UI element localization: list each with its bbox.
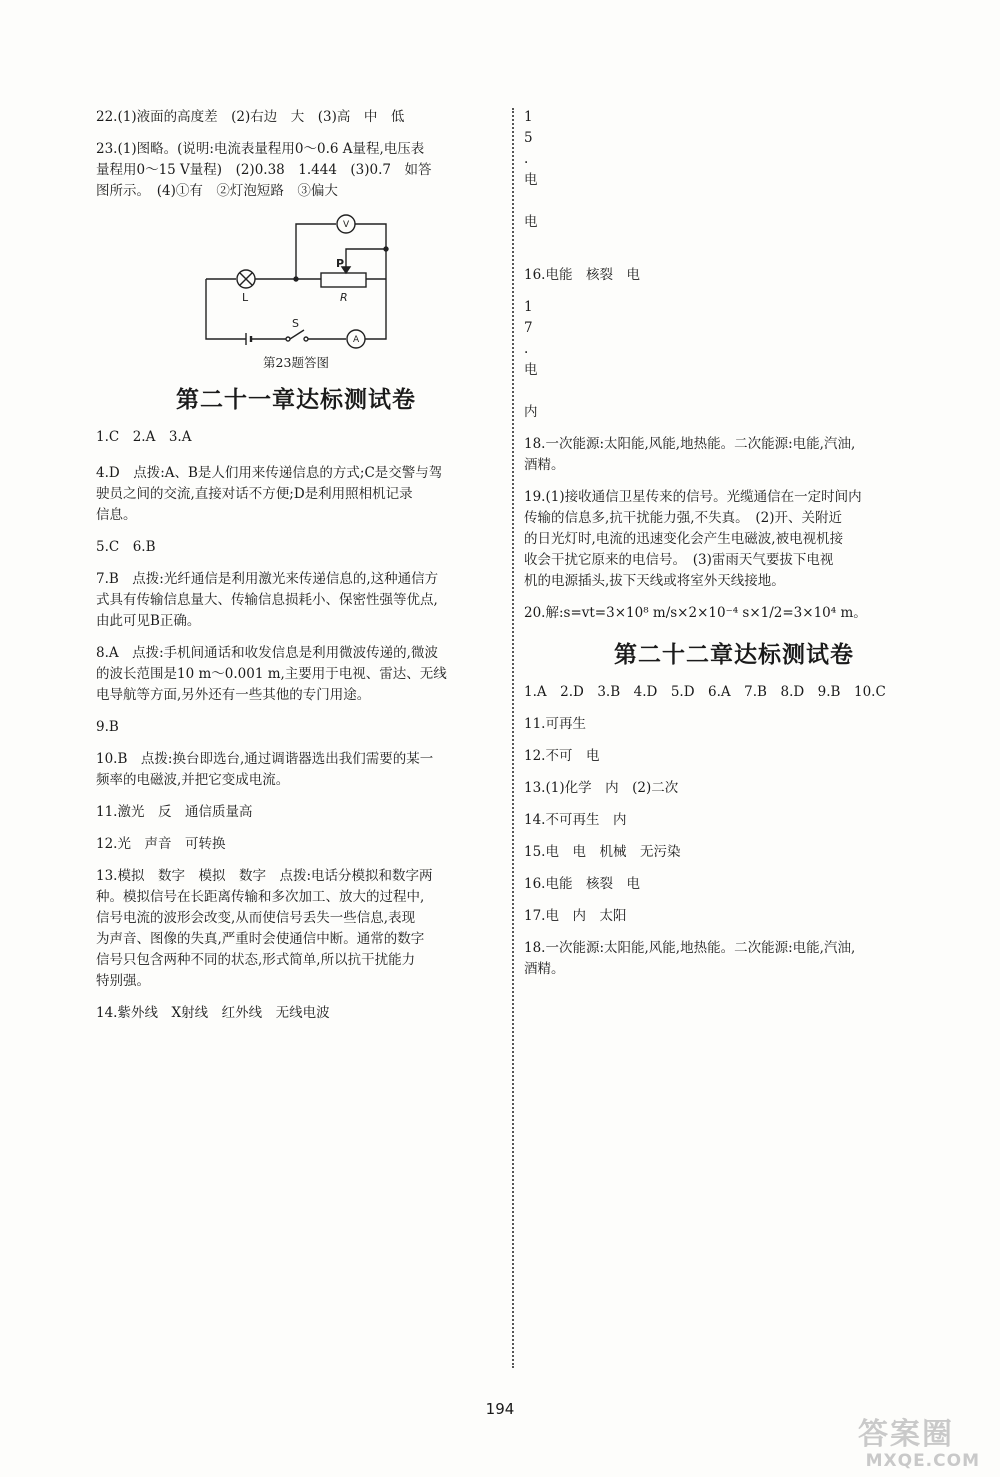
answer-13-line: 13.模拟 数字 模拟 数字 点拨:电话分模拟和数字两: [96, 868, 433, 884]
answer-17-line: 内: [524, 404, 538, 420]
answer-22: 22.(1)液面的高度差 (2)右边 大 (3)高 中 低: [96, 109, 405, 125]
answer-23-line: 23.(1)图略。(说明:电流表量程用0～0.6 A量程,电压表: [96, 141, 425, 157]
answer-17-line: 电: [524, 362, 538, 378]
answer-18-line: 18.一次能源:太阳能,风能,地热能。二次能源:电能,汽油,: [524, 436, 856, 452]
chapter-21-title: 第二十一章达标测试卷: [176, 387, 416, 413]
answer-9: 9.B: [96, 719, 119, 735]
answer-14: 14.不可再生 内: [524, 812, 627, 828]
answer-15-line: [524, 234, 944, 253]
answer-8-line: 的波长范围是10 m～0.001 m,主要用于电视、雷达、无线: [96, 666, 447, 682]
left-column: [96, 108, 496, 1036]
answer-15: 15.电 电 机械 无污染: [524, 844, 681, 860]
answer-18-line: 18.一次能源:太阳能,风能,地热能。二次能源:电能,汽油,: [524, 940, 856, 956]
answer-13-line: 为声音、图像的失真,严重时会使通信中断。通常的数字: [96, 931, 425, 947]
answer-15-line: 电: [524, 172, 538, 188]
answer-13-line: 信号电流的波形会改变,从而使信号丢失一些信息,表现: [96, 910, 416, 926]
answer-13-line: 种。模拟信号在长距离传输和多次加工、放大的过程中,: [96, 889, 425, 905]
page-number: 194: [485, 1400, 515, 1418]
watermark-line1: 答案圈: [858, 1417, 954, 1452]
chapter-22-title: 第二十二章达标测试卷: [614, 642, 854, 668]
answer-17-line: .: [524, 341, 529, 357]
answer-19-line: 的日光灯时,电流的迅速变化会产生电磁波,被电视机接: [524, 531, 844, 547]
answer-1-10: 1.A 2.D 3.B 4.D 5.D 6.A 7.B 8.D 9.B 10.C: [524, 684, 886, 700]
answer-23: [96, 140, 496, 201]
answer-18-line: 酒精。: [524, 961, 565, 977]
answer-19-line: 传输的信息多,抗干扰能力强,不失真。 (2)开、关附近: [524, 510, 842, 526]
answer-18-line: 酒精。: [524, 457, 565, 473]
answer-8-line: 电导航等方面,另外还有一些其他的专门用途。: [96, 687, 371, 703]
answer-13-line: 信号只包含两种不同的状态,形式简单,所以抗干扰能力: [96, 952, 416, 968]
figure-caption: 第23题答图: [263, 355, 329, 370]
answer-20: 20.解:s=vt=3×10⁸ m/s×2×10⁻⁴ s×1/2=3×10⁴ m。: [524, 605, 867, 621]
answer-4-line: 4.D 点拨:A、B是人们用来传递信息的方式;C是交警与驾: [96, 465, 443, 481]
answer-7-line: 7.B 点拨:光纤通信是利用激光来传递信息的,这种通信方: [96, 571, 439, 587]
answer-17: 17.电 内 太阳: [524, 908, 627, 924]
answer-13-line: 特别强。: [96, 973, 150, 989]
answer-15-line: 1: [524, 109, 533, 125]
answer-14: 14.紫外线 X射线 红外线 无线电波: [96, 1005, 330, 1021]
rheostat-label: R: [340, 291, 348, 304]
lamp-label: L: [242, 291, 249, 304]
answer-7-line: 式具有传输信息量大、传输信息损耗小、保密性强等优点,: [96, 592, 438, 608]
switch-label: S: [292, 317, 299, 330]
answer-10-line: 频率的电磁波,并把它变成电流。: [96, 772, 290, 788]
answer-16: 16.电能 核裂 电: [524, 876, 640, 892]
ammeter-label: A: [353, 335, 360, 345]
answer-23-line: 量程用0～15 V量程) (2)0.38 1.444 (3)0.7 如答: [96, 162, 432, 178]
answer-7-line: 由此可见B正确。: [96, 613, 201, 629]
answer-19-line: 19.(1)接收通信卫星传来的信号。光缆通信在一定时间内: [524, 489, 862, 505]
answer-16: 16.电能 核裂 电: [524, 267, 640, 283]
answer-15-line: 5: [524, 130, 533, 146]
slider-label: P: [336, 257, 345, 270]
watermark-logo: [858, 1418, 988, 1474]
answer-15-line: 电: [524, 214, 538, 230]
answer-23-line: 图所示。 (4)①有 ②灯泡短路 ③偏大: [96, 183, 338, 199]
circuit-diagram: [186, 209, 406, 349]
answer-12: 12.不可 电: [524, 748, 600, 764]
answer-5-6: 5.C 6.B: [96, 539, 156, 555]
answer-17-line: 1: [524, 299, 533, 315]
answer-4-line: 驶员之间的交流,直接对话不方便;D是利用照相机记录: [96, 486, 413, 502]
answer-17-line: [524, 382, 944, 401]
answer-15-line: [524, 192, 944, 211]
answer-4-line: 信息。: [96, 507, 137, 523]
answer-10-line: 10.B 点拨:换台即选台,通过调谐器选出我们需要的某一: [96, 751, 434, 767]
answer-17-line: 7: [524, 320, 533, 336]
answer-19-line: 收会干扰它原来的电信号。 (3)雷雨天气要拔下电视: [524, 552, 834, 568]
answer-13: 13.(1)化学 内 (2)二次: [524, 780, 679, 796]
right-column: [524, 108, 944, 992]
answer-11: 11.激光 反 通信质量高: [96, 804, 253, 820]
answer-19-line: 机的电源插头,拔下天线或将室外天线接地。: [524, 573, 785, 589]
voltmeter-label: V: [343, 220, 350, 230]
watermark-line2: MXQE.COM: [865, 1451, 980, 1471]
column-divider: [512, 108, 514, 1368]
answer-12: 12.光 声音 可转换: [96, 836, 226, 852]
answer-11: 11.可再生: [524, 716, 586, 732]
answer-15-line: .: [524, 151, 529, 167]
answer-1-3: 1.C 2.A 3.A: [96, 429, 192, 445]
answer-8-line: 8.A 点拨:手机间通话和收发信息是利用微波传递的,微波: [96, 645, 438, 661]
